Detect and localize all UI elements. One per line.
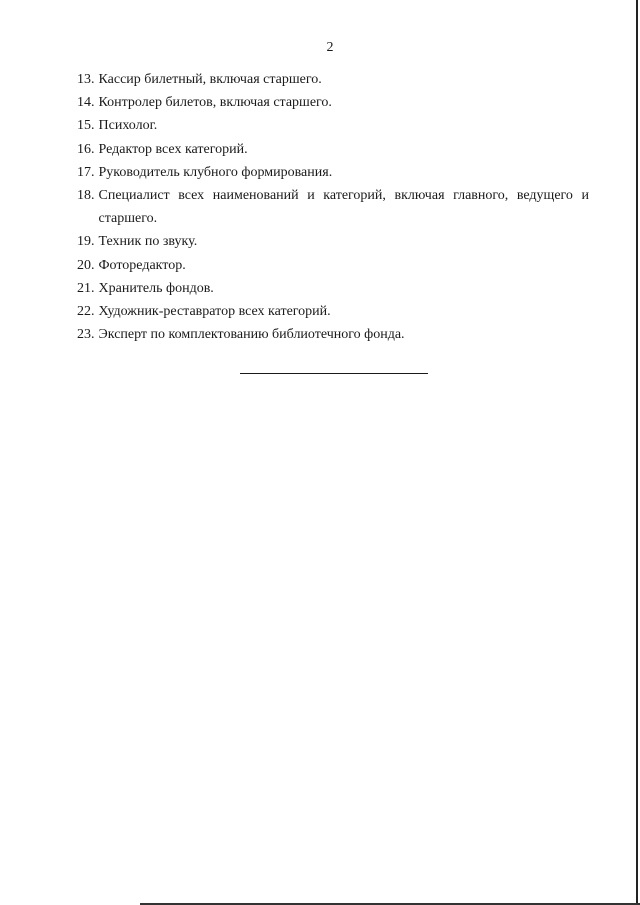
list-item bbox=[77, 300, 589, 323]
item-number: 15. bbox=[77, 118, 95, 134]
scan-edge-right bbox=[636, 0, 638, 905]
list-item bbox=[77, 91, 589, 114]
item-text: Психолог. bbox=[98, 118, 158, 134]
item-number: 17. bbox=[77, 164, 95, 180]
item-text: Контролер билетов, включая старшего. bbox=[98, 95, 332, 111]
item-text: Хранитель фондов. bbox=[98, 280, 214, 296]
item-text: Художник-реставратор всех категорий. bbox=[98, 304, 331, 320]
item-number: 18. bbox=[77, 188, 95, 204]
page-number: 2 bbox=[326, 40, 334, 55]
item-number: 14. bbox=[77, 95, 95, 111]
item-number: 20. bbox=[77, 257, 95, 273]
end-of-document-rule bbox=[240, 373, 428, 374]
item-number: 23. bbox=[77, 327, 95, 343]
item-text: Техник по звуку. bbox=[98, 234, 198, 250]
item-text: Эксперт по комплектованию библиотечного фонда. bbox=[98, 327, 405, 343]
item-text: Фоторедактор. bbox=[98, 257, 186, 273]
list-item bbox=[77, 323, 589, 346]
item-text: Руководитель клубного формирования. bbox=[98, 164, 333, 180]
list-item bbox=[77, 277, 589, 300]
list-item bbox=[77, 230, 589, 253]
item-number: 16. bbox=[77, 141, 95, 157]
item-text: Кассир билетный, включая старшего. bbox=[98, 72, 322, 87]
list-item bbox=[77, 254, 589, 277]
position-list bbox=[77, 68, 589, 346]
item-number: 19. bbox=[77, 234, 95, 250]
list-item bbox=[77, 184, 589, 230]
list-item bbox=[77, 161, 589, 184]
item-text: Специалист всех наименований и категорий, включая главного, ведущего и старшего. bbox=[98, 188, 589, 227]
list-item bbox=[77, 114, 589, 137]
item-number: 22. bbox=[77, 304, 95, 320]
item-number: 21. bbox=[77, 280, 95, 296]
item-text: Редактор всех категорий. bbox=[98, 141, 248, 157]
item-number: 13. bbox=[77, 72, 95, 87]
list-item bbox=[77, 138, 589, 161]
list-item bbox=[77, 68, 589, 91]
